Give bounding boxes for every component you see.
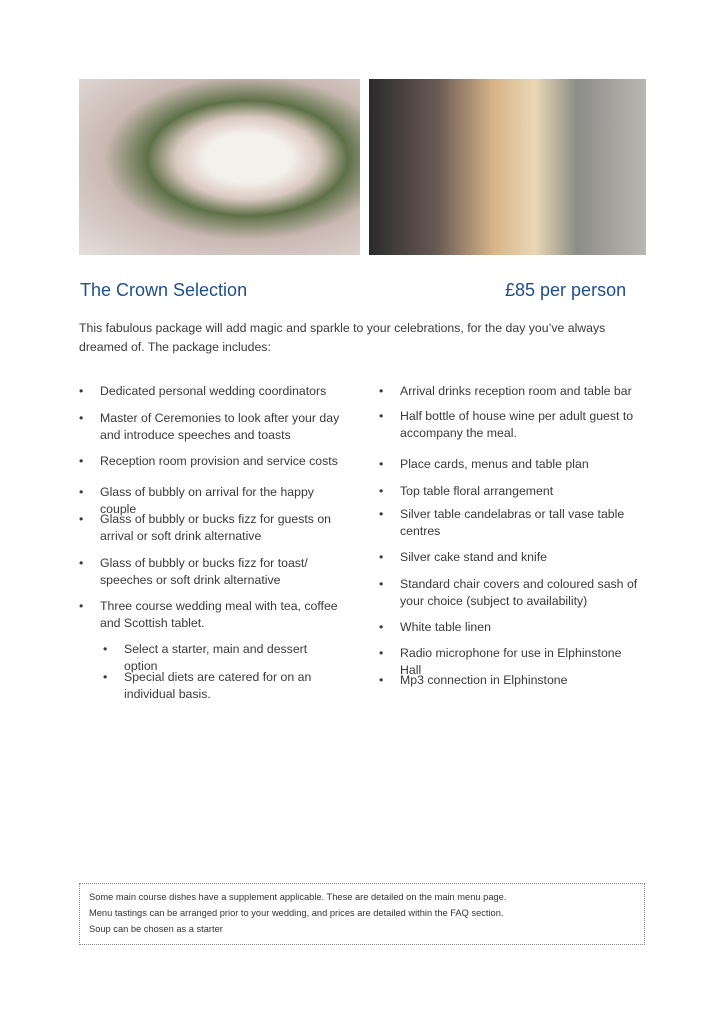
sub-list-item: • Special diets are catered for on an individual basis. — [103, 670, 312, 701]
list-item: • Silver table candelabras or tall vase table centres — [379, 507, 625, 538]
list-item: • Glass of bubbly or bucks fizz for toast/ speeches or soft drink alternative — [79, 556, 308, 587]
list-item: • Glass of bubbly on arrival for the happy couple — [79, 485, 314, 516]
package-price: £85 per person — [505, 280, 627, 300]
list-item: • Mp3 connection in Elphinstone — [379, 673, 568, 687]
note-line: Soup can be chosen as a starter — [89, 924, 223, 934]
champagne-toast-photo — [369, 79, 646, 255]
list-item: • Radio microphone for use in Elphinstone Hall — [379, 646, 622, 677]
note-line: Some main course dishes have a supplement applicable. These are detailed on the main menu page. — [89, 892, 507, 902]
list-item: • Dedicated personal wedding coordinators — [79, 384, 327, 398]
note-line: Menu tastings can be arranged prior to your wedding, and prices are detailed within the FAQ section. — [89, 908, 504, 918]
intro-paragraph: This fabulous package will add magic and sparkle to your celebrations, for the day you’ve always dreamed of. The package includes: — [79, 321, 606, 354]
list-item: • Three course wedding meal with tea, coffee and Scottish tablet. — [79, 599, 338, 630]
list-item: • Master of Ceremonies to look after your day and introduce speeches and toasts — [79, 411, 340, 442]
list-item: • Arrival drinks reception room and table bar — [379, 384, 632, 398]
sub-list-item: • Select a starter, main and dessert option — [103, 642, 308, 673]
list-item: • Top table floral arrangement — [379, 484, 554, 498]
list-item: • Silver cake stand and knife — [379, 550, 547, 564]
bridal-bouquet-photo — [79, 79, 360, 255]
package-title: The Crown Selection — [80, 280, 248, 300]
list-item: • Reception room provision and service costs — [79, 454, 338, 468]
list-item: • Glass of bubbly or bucks fizz for guests on arrival or soft drink alternative — [79, 512, 332, 543]
list-item: • Place cards, menus and table plan — [379, 457, 589, 471]
list-item: • Half bottle of house wine per adult guest to accompany the meal. — [379, 409, 634, 440]
list-item: • Standard chair covers and coloured sash of your choice (subject to availability) — [379, 577, 638, 608]
notes-box — [79, 883, 645, 945]
list-item: • White table linen — [379, 620, 491, 634]
